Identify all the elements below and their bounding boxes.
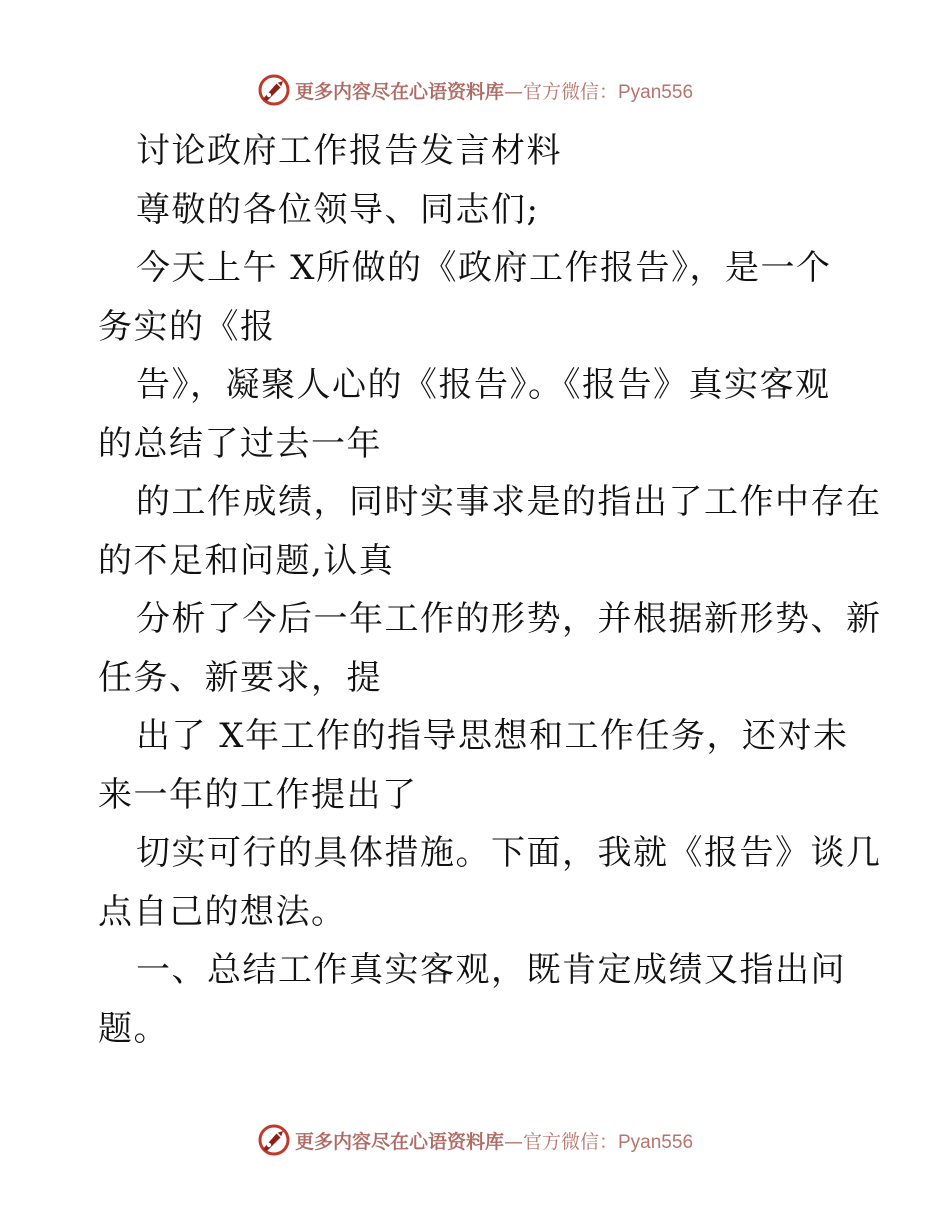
document-line: 切实可行的具体措施。下面，我就《报告》谈几 — [136, 833, 882, 873]
pen-nib-circle-icon — [257, 73, 291, 107]
document-line: 题。 — [98, 1008, 169, 1049]
header-dash: — — [503, 80, 523, 103]
pen-nib-circle-icon — [257, 1123, 291, 1157]
footer-wechat-id: Pyan556 — [618, 1131, 694, 1153]
header-wechat-id: Pyan556 — [618, 81, 694, 103]
document-line: 点自己的想法。 — [98, 891, 347, 932]
header-wechat-label: 官方微信： — [522, 80, 618, 103]
document-body — [98, 122, 882, 1058]
document-line: 今天上午 X所做的《政府工作报告》，是一个 — [136, 248, 832, 288]
footer-banner-text — [295, 1127, 693, 1154]
document-line: 的总结了过去一年 — [98, 423, 382, 464]
footer-banner — [0, 1120, 950, 1160]
document-line: 任务、新要求，提 — [98, 657, 382, 698]
document-line: 分析了今后一年工作的形势，并根据新形势、新 — [136, 599, 882, 639]
document-line: 的不足和问题,认真 — [98, 540, 395, 581]
header-banner-text — [295, 77, 693, 104]
document-line: 的工作成绩，同时实事求是的指出了工作中存在 — [136, 482, 882, 522]
document-line: 讨论政府工作报告发言材料 — [136, 131, 562, 171]
document-line: 来一年的工作提出了 — [98, 774, 418, 815]
footer-dash: — — [503, 1130, 523, 1153]
document-line: 务实的《报 — [98, 306, 276, 347]
footer-site-text: 更多内容尽在心语资料库 — [294, 1130, 504, 1153]
document-line: 出了 X年工作的指导思想和工作任务，还对未 — [136, 716, 849, 756]
header-site-text: 更多内容尽在心语资料库 — [294, 80, 504, 103]
header-banner — [0, 70, 950, 110]
footer-wechat-label: 官方微信： — [522, 1130, 618, 1153]
document-line: 尊敬的各位领导、同志们; — [136, 189, 540, 230]
document-line: 告》，凝聚人心的《报告》。《报告》真实客观 — [136, 365, 831, 405]
document-line: 一、总结工作真实客观，既肯定成绩又指出问 — [136, 950, 846, 990]
